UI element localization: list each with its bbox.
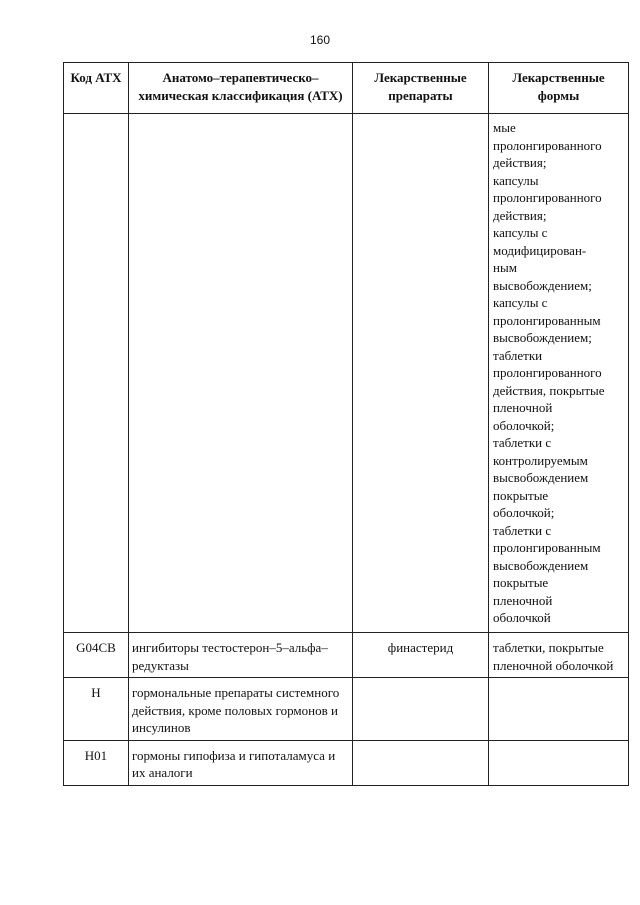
atc-table — [63, 62, 629, 786]
header-atc-code: Код АТХ — [64, 63, 129, 114]
cell-drug — [353, 740, 489, 785]
form-line: действия; — [493, 155, 547, 170]
cell-classification: гормональные препараты системного действия, кроме половых гормонов и инсулинов — [129, 678, 353, 741]
form-line: высвобождением — [493, 557, 589, 573]
cell-atc-code: H — [64, 678, 129, 741]
form-line: капсулы с — [493, 225, 548, 240]
cell-atc-code: G04CB — [64, 633, 129, 678]
cell-drug-empty — [353, 114, 489, 633]
cell-drug — [353, 678, 489, 741]
form-line: пленочной — [493, 592, 553, 608]
form-line: таблетки с — [493, 435, 552, 450]
header-classification: Анатомо–терапевтическо–химическая классификация (АТХ) — [129, 63, 353, 114]
form-line: таблетки — [493, 347, 543, 363]
cell-classification-empty — [129, 114, 353, 633]
form-line: оболочкой; — [493, 505, 555, 520]
form-line: покрытые — [493, 487, 549, 503]
header-drugs: Лекарственные препараты — [353, 63, 489, 114]
form-line: действия; — [493, 207, 547, 223]
table-row-continuation — [64, 114, 629, 633]
cell-code-empty — [64, 114, 129, 633]
form-line: пролонгированного — [493, 137, 602, 153]
form-line: покрытые — [493, 575, 549, 590]
cell-classification: ингибиторы тестостерон–5–альфа–редуктазы — [129, 633, 353, 678]
form-line: пленочной — [493, 400, 553, 415]
form-line: таблетки с — [493, 522, 552, 538]
form-line: капсулы — [493, 172, 539, 188]
table-row — [64, 678, 629, 741]
form-line: высвобождением; — [493, 330, 592, 345]
form-line: высвобождением; — [493, 277, 592, 293]
cell-forms — [489, 678, 629, 741]
form-line: высвобождением — [493, 470, 589, 485]
table-header-row — [64, 63, 629, 114]
cell-classification: гормоны гипофиза и гипоталамуса и их аналоги — [129, 740, 353, 785]
cell-forms-continuation — [489, 114, 629, 633]
form-line: пролонгированным — [493, 540, 601, 555]
form-line: модифицирован- — [493, 242, 587, 258]
table-row — [64, 633, 629, 678]
form-line: пролонгированного — [493, 190, 602, 205]
form-line: мые — [493, 120, 516, 135]
cell-forms: таблетки, покрытые пленочной оболочкой — [489, 633, 629, 678]
form-line: ным — [493, 260, 517, 275]
form-line: пролонгированным — [493, 312, 601, 328]
cell-drug: финастерид — [353, 633, 489, 678]
cell-atc-code: H01 — [64, 740, 129, 785]
form-line: контролируемым — [493, 452, 588, 468]
form-line: оболочкой; — [493, 417, 555, 433]
form-line: пролонгированного — [493, 365, 602, 380]
form-line: оболочкой — [493, 610, 551, 625]
page-number: 160 — [309, 33, 331, 47]
cell-forms — [489, 740, 629, 785]
form-line: действия, покрытые — [493, 382, 605, 398]
header-dosage-forms: Лекарственные формы — [489, 63, 629, 114]
table-row — [64, 740, 629, 785]
form-line: капсулы с — [493, 295, 548, 310]
